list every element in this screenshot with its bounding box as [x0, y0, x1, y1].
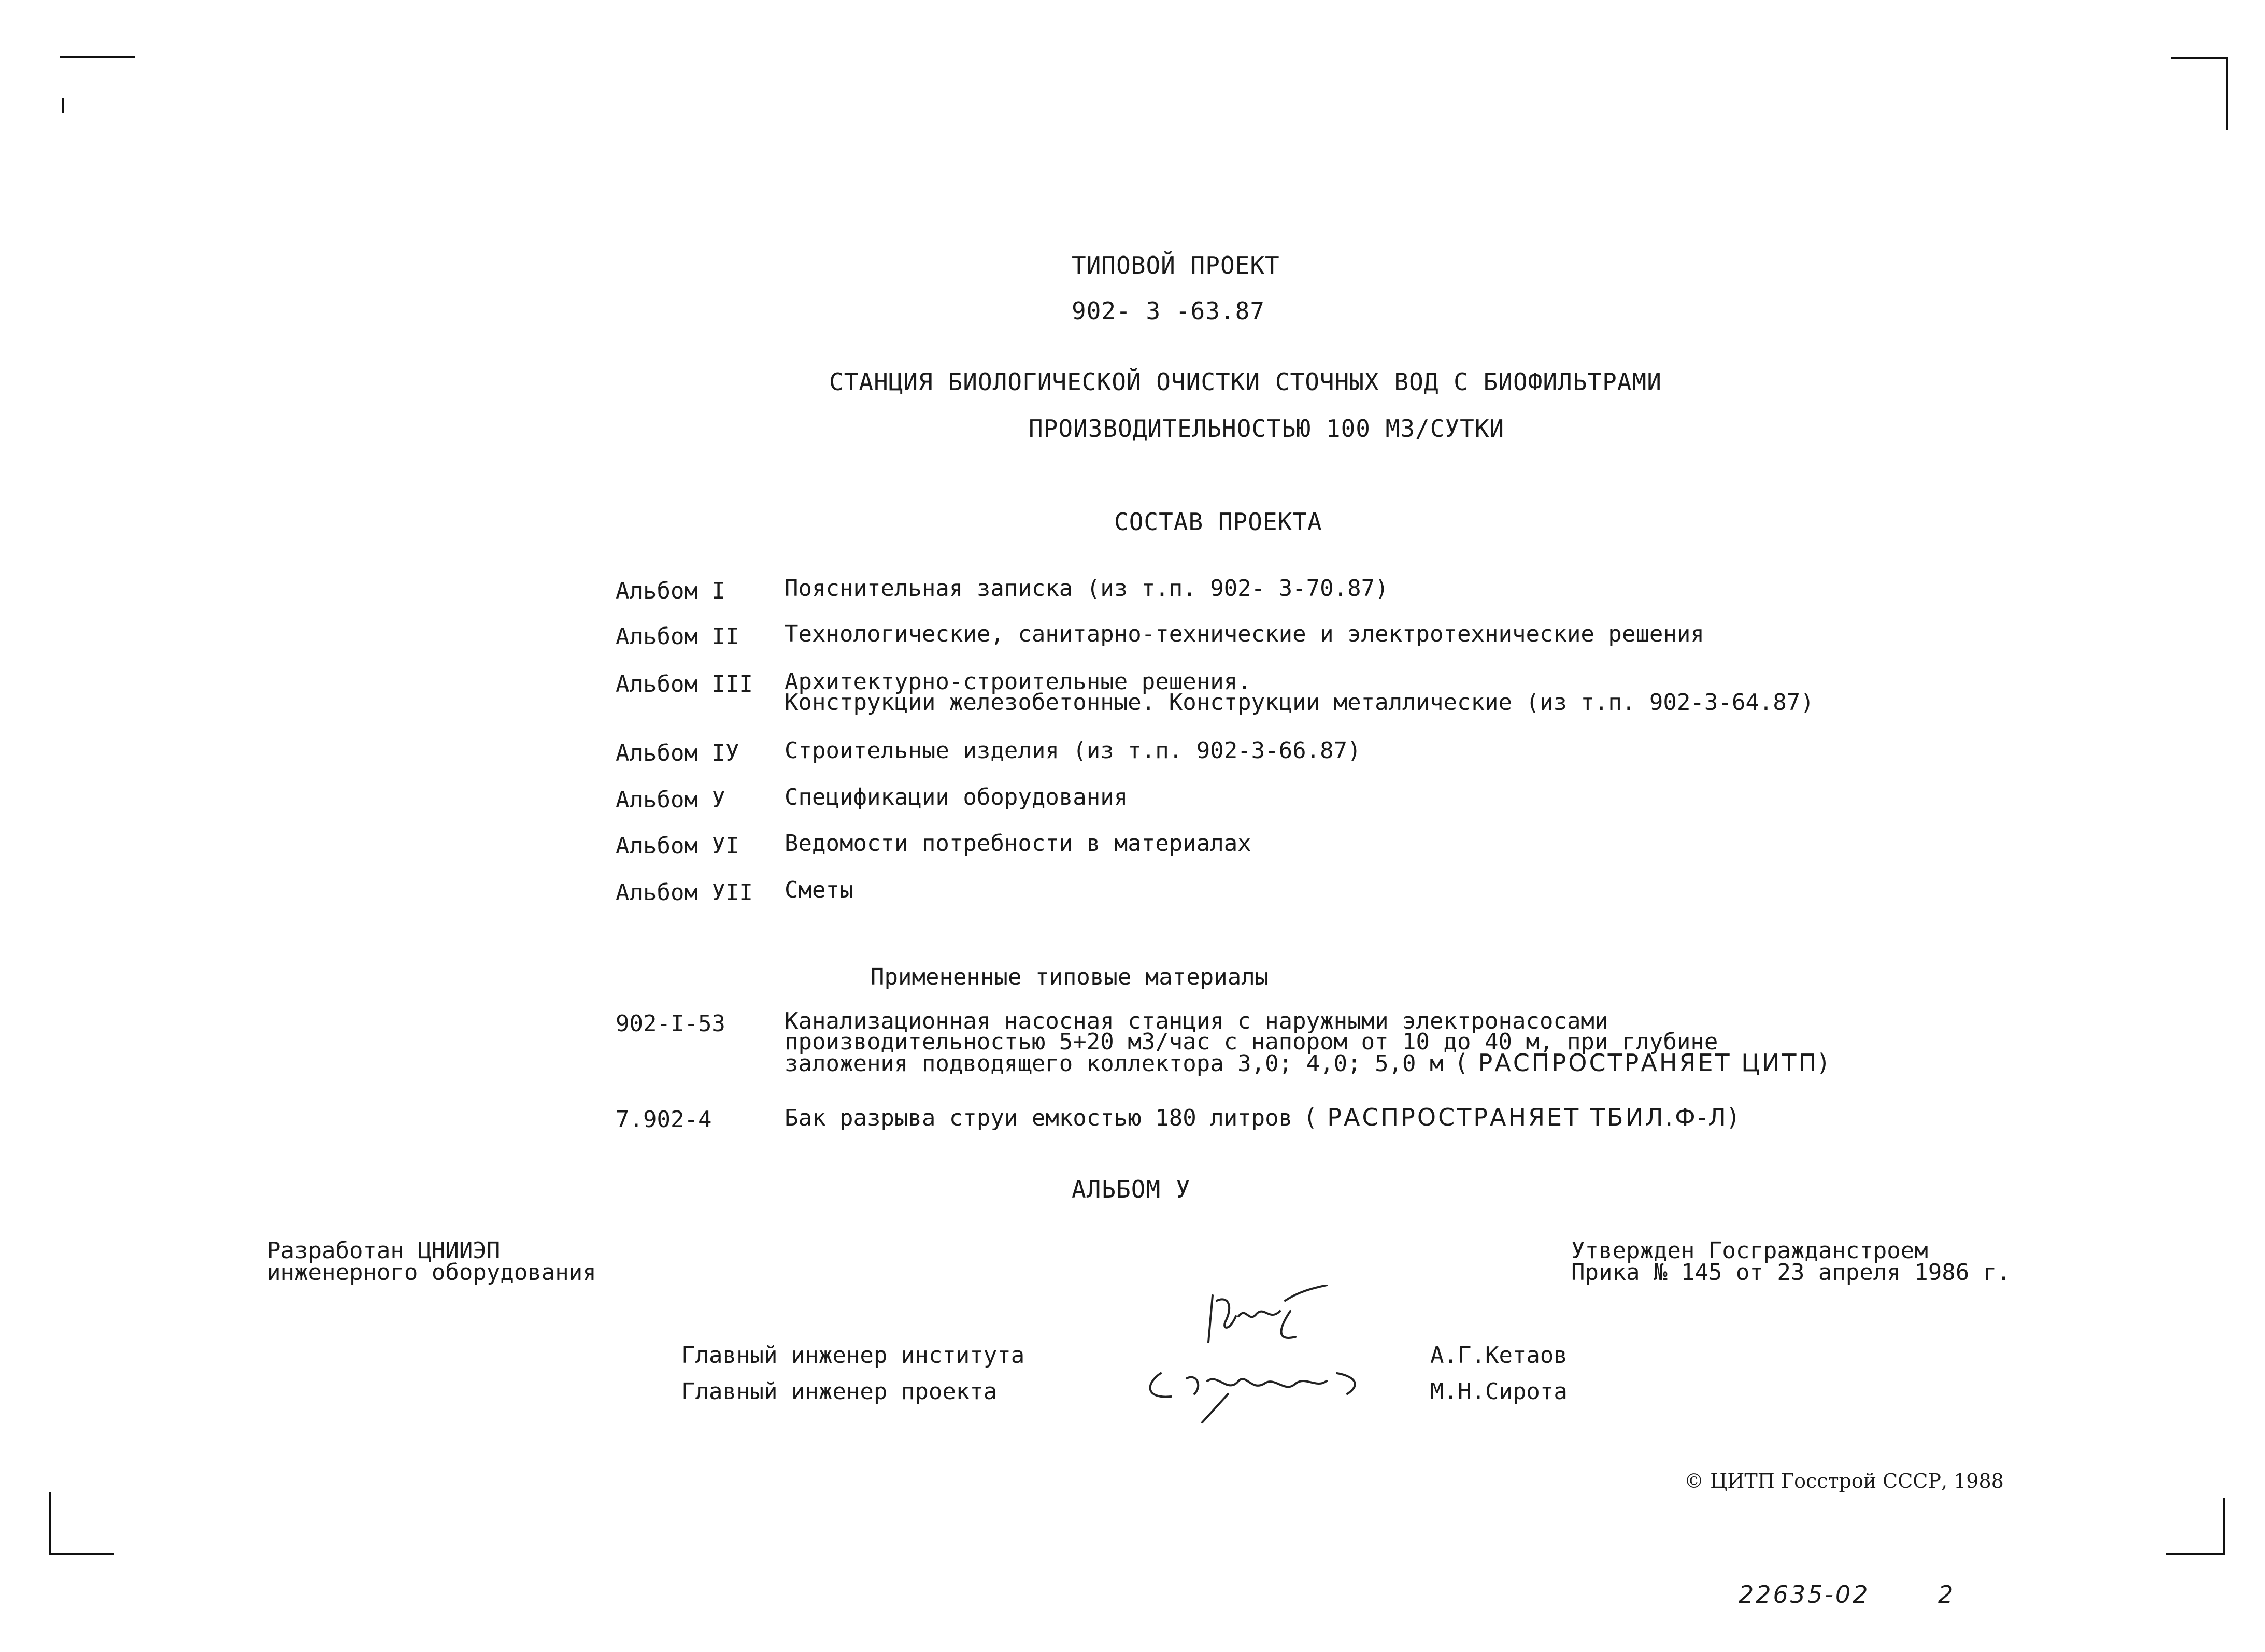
- signatory-name: М.Н.Сирота: [1430, 1378, 1568, 1405]
- album-description: Конструкции железобетонные. Конструкции металлические (из т.п. 902-3-64.87): [785, 689, 1814, 716]
- page-number: 2: [1938, 1580, 1956, 1608]
- handwritten-signature: [1140, 1358, 1373, 1425]
- album-description: Пояснительная записка (из т.п. 902- 3-70.87): [785, 575, 1389, 602]
- developer-line2: инженерного оборудования: [267, 1259, 596, 1286]
- material-description: Канализационная насосная станция с наружными электронасосами: [785, 1008, 1608, 1034]
- corner-mark-bottom-right-h: [2166, 1553, 2225, 1555]
- album-label: Альбом IУ: [616, 740, 739, 766]
- signatory-role: Главный инженер проекта: [681, 1378, 998, 1405]
- approval-line2: Прика № 145 от 23 апреля 1986 г.: [1571, 1259, 2011, 1286]
- corner-mark-top-left-v: [62, 98, 64, 113]
- material-description-text: заложения подводящего коллектора 3,0; 4,0; 5,0 м: [785, 1050, 1444, 1077]
- album-label: Альбом III: [616, 671, 753, 697]
- approval-line1: Утвержден Госгражданстроем: [1571, 1237, 1928, 1264]
- album-label: Альбом I: [616, 578, 725, 604]
- album-description: Спецификации оборудования: [785, 784, 1128, 810]
- signatory-role: Главный инженер института: [681, 1342, 1025, 1369]
- material-code: 902-I-53: [616, 1010, 725, 1037]
- album-label: АЛЬБОМ У: [1072, 1175, 1191, 1203]
- composition-heading: СОСТАВ ПРОЕКТА: [1114, 508, 1322, 536]
- corner-mark-top-right-v: [2226, 57, 2228, 130]
- album-label: Альбом УI: [616, 833, 739, 859]
- distribution-note: ( РАСПРОСТРАНЯЕТ ЦИТП): [1457, 1049, 1830, 1077]
- material-code: 7.902-4: [616, 1106, 712, 1133]
- album-description: Архитектурно-строительные решения.: [785, 668, 1251, 695]
- signatory-name: А.Г.Кетаов: [1430, 1342, 1568, 1369]
- album-description: Ведомости потребности в материалах: [785, 830, 1251, 857]
- album-description: Сметы: [785, 877, 853, 903]
- project-type-title: ТИПОВОЙ ПРОЕКТ: [1072, 251, 1280, 279]
- project-number: 902- 3 -63.87: [1072, 297, 1265, 325]
- album-label: Альбом У: [616, 787, 725, 813]
- corner-mark-bottom-left-v: [49, 1492, 51, 1555]
- album-description: Строительные изделия (из т.п. 902-3-66.87): [785, 737, 1361, 764]
- project-subtitle-line1: СТАНЦИЯ БИОЛОГИЧЕСКОЙ ОЧИСТКИ СТОЧНЫХ ВОД С БИОФИЛЬТРАМИ: [829, 368, 1662, 396]
- document-code: 22635-02: [1739, 1580, 1870, 1608]
- material-description-text: Бак разрыва струи емкостью 180 литров: [785, 1105, 1293, 1131]
- corner-mark-top-left-h: [60, 56, 135, 58]
- corner-mark-top-right-h: [2171, 57, 2228, 59]
- materials-heading: Примененные типовые материалы: [871, 964, 1269, 990]
- material-description: производительностью 5+20 м3/час с напором от 10 до 40 м, при глубине: [785, 1029, 1718, 1055]
- material-description: [785, 1049, 1830, 1077]
- album-label: Альбом УII: [616, 879, 753, 906]
- distribution-note: ( РАСПРОСТРАНЯЕТ ТБИЛ.Ф-Л): [1306, 1103, 1740, 1131]
- corner-mark-bottom-left-h: [49, 1553, 114, 1555]
- corner-mark-bottom-right-v: [2223, 1498, 2225, 1555]
- project-subtitle-line2: ПРОИЗВОДИТЕЛЬНОСТЬЮ 100 М3/СУТКИ: [1029, 415, 1505, 443]
- material-description: [785, 1103, 1740, 1131]
- handwritten-signature: [1197, 1285, 1363, 1352]
- album-description: Технологические, санитарно-технические и электротехнические решения: [785, 621, 1704, 647]
- copyright-notice: © ЦИТП Госстрой СССР, 1988: [1684, 1470, 2004, 1492]
- album-label: Альбом II: [616, 623, 739, 650]
- developer-line1: Разработан ЦНИИЭП: [267, 1237, 501, 1264]
